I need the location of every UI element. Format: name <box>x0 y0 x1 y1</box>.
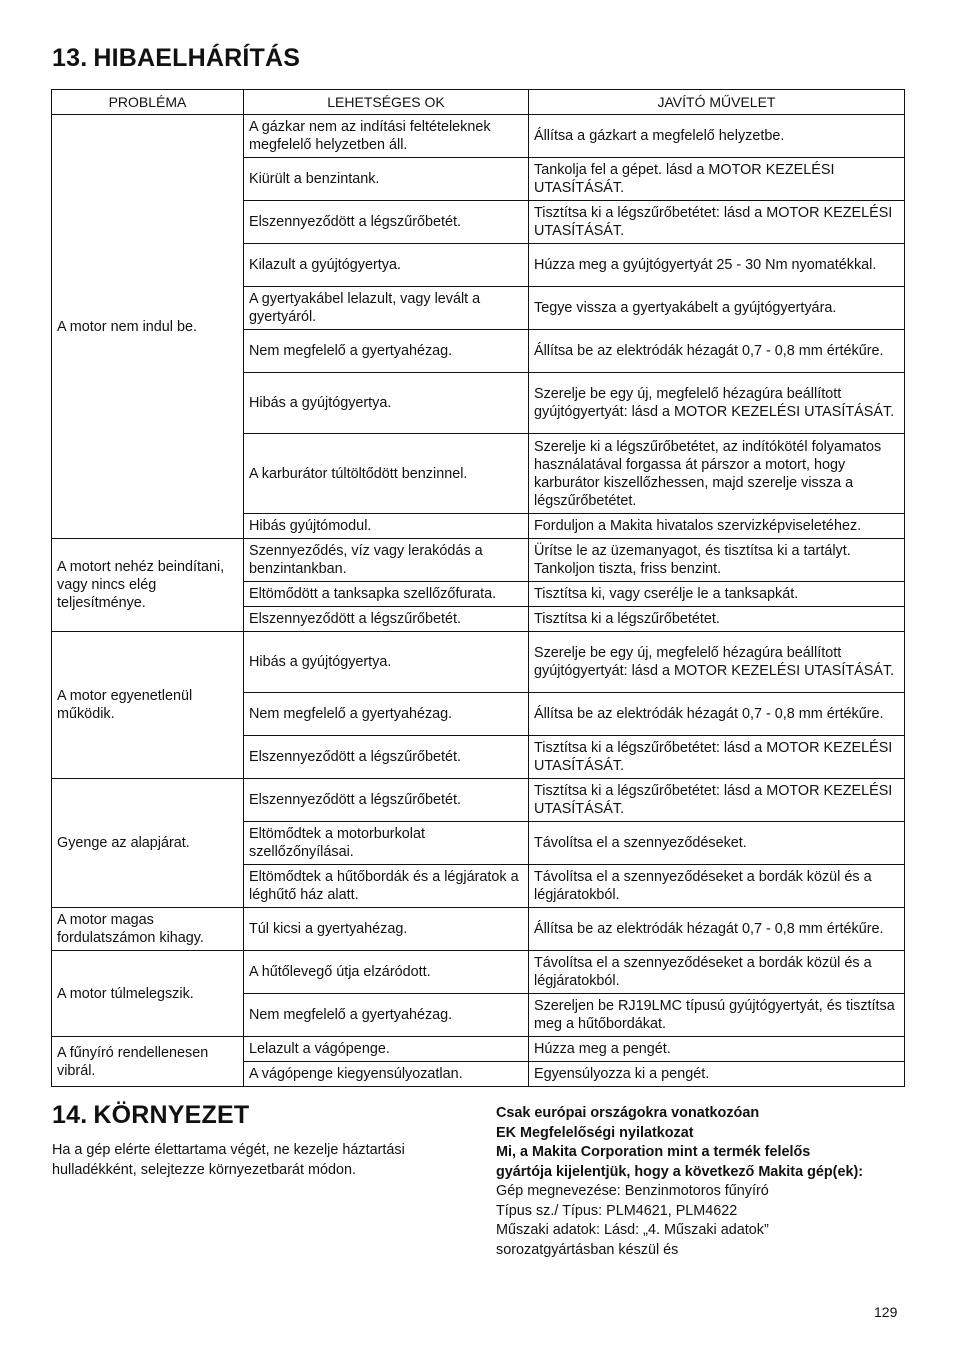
table-row <box>52 539 905 582</box>
declaration-bold-line: EK Megfelelőségi nyilatkozat <box>496 1124 694 1141</box>
troubleshooting-table <box>51 89 905 1087</box>
cause-cell: Nem megfelelő a gyertyahézag. <box>244 693 529 736</box>
cause-cell: Kilazult a gyújtógyertya. <box>244 244 529 287</box>
cause-cell: Nem megfelelő a gyertyahézag. <box>244 330 529 373</box>
action-cell: Tisztítsa ki a légszűrőbetétet: lásd a MOTOR KEZELÉSI UTASÍTÁSÁT. <box>529 736 905 779</box>
cause-cell: Elszennyeződött a légszűrőbetét. <box>244 607 529 632</box>
action-cell: Tegye vissza a gyertyakábelt a gyújtógyertyára. <box>529 287 905 330</box>
action-cell: Tisztítsa ki a légszűrőbetétet: lásd a MOTOR KEZELÉSI UTASÍTÁSÁT. <box>529 779 905 822</box>
action-cell: Távolítsa el a szennyeződéseket. <box>529 822 905 865</box>
table-row <box>52 115 905 158</box>
declaration-line: Gép megnevezése: Benzinmotoros fűnyíró <box>496 1183 769 1199</box>
cause-cell: Eltömődtek a motorburkolat szellőzőnyílásai. <box>244 822 529 865</box>
cause-cell: Eltömődtek a hűtőbordák és a légjáratok a léghűtő ház alatt. <box>244 865 529 908</box>
cause-cell: Lelazult a vágópenge. <box>244 1037 529 1062</box>
cause-cell: Hibás gyújtómodul. <box>244 514 529 539</box>
declaration-bold-line: gyártója kijelentjük, hogy a következő Makita gép(ek): <box>496 1163 864 1180</box>
action-cell: Távolítsa el a szennyeződéseket a bordák közül és a légjáratokból. <box>529 951 905 994</box>
action-cell: Szereljen be RJ19LMC típusú gyújtógyertyát, és tisztítsa meg a hűtőbordákat. <box>529 994 905 1037</box>
action-cell: Szerelje be egy új, megfelelő hézagúra beállított gyújtógyertyát: lásd a MOTOR KEZELÉSI UTASÍTÁSÁT. <box>529 632 905 693</box>
header-problem: PROBLÉMA <box>52 90 244 115</box>
cause-cell: A vágópenge kiegyensúlyozatlan. <box>244 1062 529 1087</box>
table-row <box>52 779 905 822</box>
section-14-title <box>52 1101 249 1130</box>
action-cell: Tisztítsa ki a légszűrőbetétet. <box>529 607 905 632</box>
action-cell: Egyensúlyozza ki a pengét. <box>529 1062 905 1087</box>
table-row <box>52 951 905 994</box>
problem-cell: A motor túlmelegszik. <box>52 951 244 1037</box>
cause-cell: Elszennyeződött a légszűrőbetét. <box>244 201 529 244</box>
cause-cell: A gázkar nem az indítási feltételeknek megfelelő helyzetben áll. <box>244 115 529 158</box>
cause-cell: Szennyeződés, víz vagy lerakódás a benzintankban. <box>244 539 529 582</box>
problem-cell: A motor nem indul be. <box>52 115 244 539</box>
table-row <box>52 632 905 693</box>
action-cell: Állítsa a gázkart a megfelelő helyzetbe. <box>529 115 905 158</box>
action-cell: Állítsa be az elektródák hézagát 0,7 - 0,8 mm értékűre. <box>529 908 905 951</box>
action-cell: Húzza meg a gyújtógyertyát 25 - 30 Nm nyomatékkal. <box>529 244 905 287</box>
section-13-title <box>52 44 300 73</box>
cause-cell: Kiürült a benzintank. <box>244 158 529 201</box>
action-cell: Szerelje ki a légszűrőbetétet, az indítókötél folyamatos használatával forgassa át párszor a motort, hogy karburátor kiszellőzhessen, majd szerelje vissza a légszűrőbetétet. <box>529 434 905 514</box>
section-13-number: 13. <box>52 44 88 72</box>
declaration-line: Műszaki adatok: Lásd: „4. Műszaki adatok” <box>496 1222 769 1238</box>
table-body <box>52 115 905 1087</box>
action-cell: Állítsa be az elektródák hézagát 0,7 - 0,8 mm értékűre. <box>529 693 905 736</box>
action-cell: Forduljon a Makita hivatalos szervizképviseletéhez. <box>529 514 905 539</box>
cause-cell: A karburátor túltöltődött benzinnel. <box>244 434 529 514</box>
header-cause: LEHETSÉGES OK <box>244 90 529 115</box>
problem-cell: A motor magas fordulatszámon kihagy. <box>52 908 244 951</box>
declaration-bold-line: Mi, a Makita Corporation mint a termék felelős <box>496 1144 811 1160</box>
action-cell: Tankolja fel a gépet. lásd a MOTOR KEZELÉSI UTASÍTÁSÁT. <box>529 158 905 201</box>
section-14-heading: KÖRNYEZET <box>93 1101 250 1129</box>
header-action: JAVÍTÓ MŰVELET <box>529 90 905 115</box>
cause-cell: A gyertyakábel lelazult, vagy levált a gyertyáról. <box>244 287 529 330</box>
declaration-block <box>496 1104 916 1260</box>
cause-cell: Túl kicsi a gyertyahézag. <box>244 908 529 951</box>
cause-cell: Elszennyeződött a légszűrőbetét. <box>244 779 529 822</box>
declaration-line: Típus sz./ Típus: PLM4621, PLM4622 <box>496 1202 738 1219</box>
cause-cell: A hűtőlevegő útja elzáródott. <box>244 951 529 994</box>
cause-cell: Eltömődött a tanksapka szellőzőfurata. <box>244 582 529 607</box>
page-number: 129 <box>874 1304 898 1320</box>
problem-cell: Gyenge az alapjárat. <box>52 779 244 908</box>
section-13-heading: HIBAELHÁRÍTÁS <box>93 44 301 72</box>
action-cell: Távolítsa el a szennyeződéseket a bordák közül és a légjáratokból. <box>529 865 905 908</box>
action-cell: Ürítse le az üzemanyagot, és tisztítsa ki a tartályt. Tankoljon tiszta, friss benzint. <box>529 539 905 582</box>
cause-cell: Hibás a gyújtógyertya. <box>244 373 529 434</box>
cause-cell: Hibás a gyújtógyertya. <box>244 632 529 693</box>
table-header-row <box>52 90 905 115</box>
environment-text: Ha a gép elérte élettartama végét, ne kezelje háztartási hulladékként, selejtezze környezetbarát módon. <box>52 1142 405 1178</box>
section-14-number: 14. <box>52 1101 88 1129</box>
problem-cell: A motor egyenetlenül működik. <box>52 632 244 779</box>
cause-cell: Elszennyeződött a légszűrőbetét. <box>244 736 529 779</box>
cause-cell: Nem megfelelő a gyertyahézag. <box>244 994 529 1037</box>
action-cell: Tisztítsa ki, vagy cserélje le a tanksapkát. <box>529 582 905 607</box>
problem-cell: A fűnyíró rendellenesen vibrál. <box>52 1037 244 1087</box>
table-row <box>52 908 905 951</box>
action-cell: Húzza meg a pengét. <box>529 1037 905 1062</box>
declaration-bold-line: Csak európai országokra vonatkozóan <box>496 1105 760 1121</box>
declaration-line: sorozatgyártásban készül és <box>496 1241 679 1258</box>
table-row <box>52 1037 905 1062</box>
action-cell: Szerelje be egy új, megfelelő hézagúra beállított gyújtógyertyát: lásd a MOTOR KEZELÉSI UTASÍTÁSÁT. <box>529 373 905 434</box>
problem-cell: A motort nehéz beindítani, vagy nincs elég teljesítménye. <box>52 539 244 632</box>
action-cell: Állítsa be az elektródák hézagát 0,7 - 0,8 mm értékűre. <box>529 330 905 373</box>
action-cell: Tisztítsa ki a légszűrőbetétet: lásd a MOTOR KEZELÉSI UTASÍTÁSÁT. <box>529 201 905 244</box>
